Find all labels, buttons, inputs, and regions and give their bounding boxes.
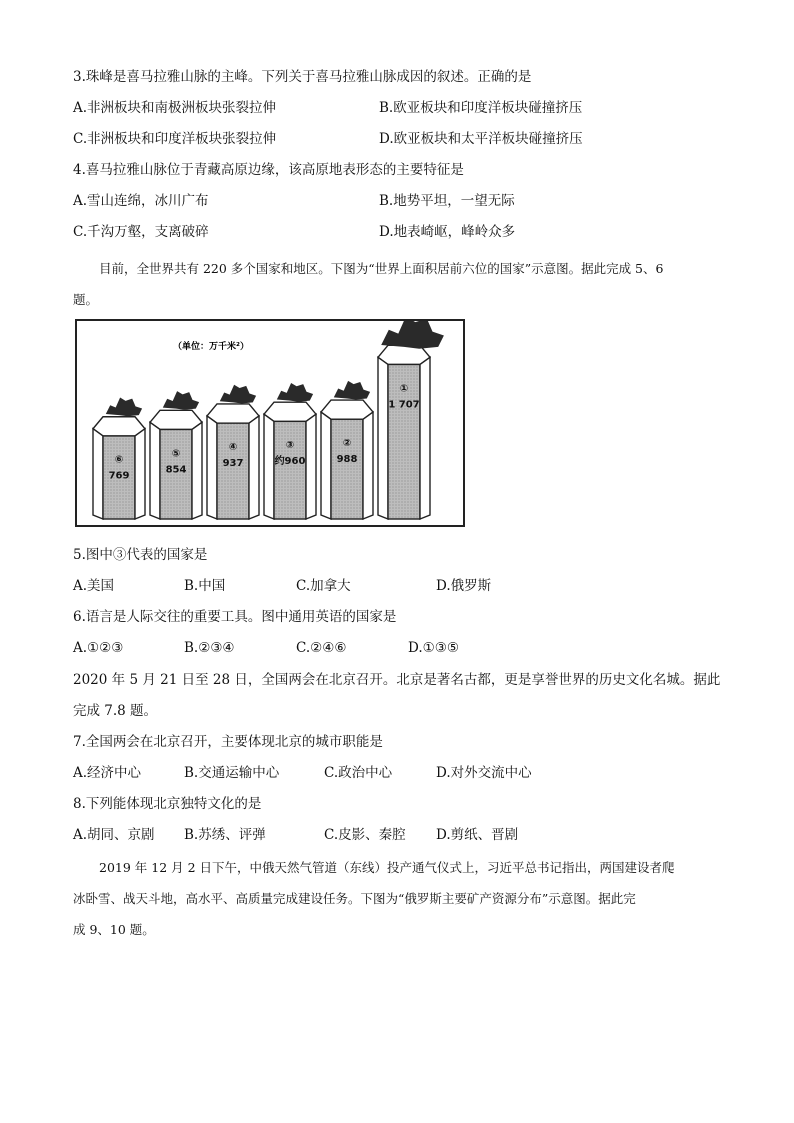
q3-option-c: C.非洲板块和印度洋板块张裂拉伸 xyxy=(73,131,277,147)
q3-option-b: B.欧亚板块和印度洋板块碰撞挤压 xyxy=(379,100,583,116)
q3-option-a: A.非洲板块和南极洲板块张裂拉伸 xyxy=(73,100,277,116)
q6-option-d: D.①③⑤ xyxy=(408,640,459,656)
q8-option-d: D.剪纸、晋剧 xyxy=(436,827,519,843)
column-top-face xyxy=(321,400,373,419)
column-marker: ⑥ xyxy=(114,454,124,466)
country-area-chart xyxy=(77,321,463,525)
column-value-label: 854 xyxy=(165,464,187,476)
q6-option-b: B.②③④ xyxy=(184,640,235,656)
country-silhouette-icon xyxy=(381,321,444,349)
q4-option-d: D.地表崎岖，峰岭众多 xyxy=(379,224,516,240)
country-silhouette-icon xyxy=(277,383,313,402)
q5-stem: 5.图中③代表的国家是 xyxy=(73,547,208,563)
column-side-face xyxy=(420,357,430,519)
q7-option-a: A.经济中心 xyxy=(73,765,142,781)
intro-7-8-line2: 完成 7.8 题。 xyxy=(73,703,158,719)
q3-stem: 3.珠峰是喜马拉雅山脉的主峰。下列关于喜马拉雅山脉成因的叙述。正确的是 xyxy=(73,69,532,85)
column-marker: ⑤ xyxy=(171,448,181,460)
q7-option-c: C.政治中心 xyxy=(324,765,393,781)
column-5 xyxy=(321,381,373,519)
country-silhouette-icon xyxy=(163,391,199,410)
column-side-face xyxy=(321,412,331,519)
q6-option-c: C.②④⑥ xyxy=(296,640,347,656)
q6-option-a: A.①②③ xyxy=(73,640,124,656)
column-side-face xyxy=(93,429,103,519)
column-value-label: 988 xyxy=(336,454,358,466)
column-3 xyxy=(207,385,259,519)
q4-option-c: C.千沟万壑，支离破碎 xyxy=(73,224,209,240)
q4-option-a: A.雪山连绵，冰川广布 xyxy=(73,193,209,209)
q5-option-c: C.加拿大 xyxy=(296,578,351,594)
q4-stem: 4.喜马拉雅山脉位于青藏高原边缘，该高原地表形态的主要特征是 xyxy=(73,162,464,178)
q5-option-b: B.中国 xyxy=(184,578,226,594)
column-bar xyxy=(274,421,306,519)
intro-9-10-line3: 成 9、10 题。 xyxy=(73,922,155,937)
country-silhouette-icon xyxy=(106,398,142,417)
column-side-face xyxy=(207,416,217,519)
q6-stem: 6.语言是人际交往的重要工具。图中通用英语的国家是 xyxy=(73,609,397,625)
column-marker: ④ xyxy=(228,441,238,453)
intro-5-6 xyxy=(73,253,733,315)
column-1 xyxy=(93,398,145,519)
column-value-label: 1 707 xyxy=(388,399,420,411)
column-bar xyxy=(331,419,363,519)
intro-5-6-line1: 目前，全世界共有 220 多个国家和地区。下图为“世界上面积居前六位的国家”示意图。据此完成 5、6 xyxy=(99,261,664,276)
intro-9-10 xyxy=(73,852,733,945)
column-2 xyxy=(150,391,202,519)
column-value-label: 937 xyxy=(222,457,244,469)
intro-7-8-line1: 2020 年 5 月 21 日至 28 日，全国两会在北京召开。北京是著名古都，更是享誉世界的历史文化名城。据此 xyxy=(73,672,721,688)
column-side-face xyxy=(264,414,274,519)
column-marker: ③ xyxy=(285,440,295,452)
column-4 xyxy=(264,383,316,519)
column-value-label: 769 xyxy=(108,470,130,482)
column-top-face xyxy=(150,410,202,429)
column-value-label: 约960 xyxy=(274,456,306,468)
q7-stem: 7.全国两会在北京召开，主要体现北京的城市职能是 xyxy=(73,734,383,750)
q7-option-d: D.对外交流中心 xyxy=(436,765,532,781)
column-side-face xyxy=(249,416,259,519)
q7-option-b: B.交通运输中心 xyxy=(184,765,280,781)
q8-option-b: B.苏绣、评弹 xyxy=(184,827,266,843)
q8-option-c: C.皮影、秦腔 xyxy=(324,827,406,843)
q8-option-a: A.胡同、京剧 xyxy=(73,827,155,843)
intro-9-10-line2: 冰卧雪、战天斗地，高水平、高质量完成建设任务。下图为“俄罗斯主要矿产资源分布”示意图。据此完 xyxy=(73,891,636,906)
column-side-face xyxy=(150,422,160,519)
column-side-face xyxy=(192,422,202,519)
column-marker: ① xyxy=(399,383,409,395)
column-top-face xyxy=(264,402,316,421)
country-silhouette-icon xyxy=(220,385,256,404)
intro-9-10-line1: 2019 年 12 月 2 日下午，中俄天然气管道（东线）投产通气仪式上，习近平总书记指出，两国建设者爬 xyxy=(99,860,675,875)
column-bar xyxy=(217,423,249,519)
column-top-face xyxy=(207,404,259,423)
q4-option-b: B.地势平坦，一望无际 xyxy=(379,193,515,209)
q5-option-a: A.美国 xyxy=(73,578,115,594)
country-silhouette-icon xyxy=(334,381,370,400)
column-side-face xyxy=(306,414,316,519)
largest-countries-figure xyxy=(75,319,465,527)
column-marker: ② xyxy=(342,438,352,450)
column-side-face xyxy=(378,357,388,519)
column-side-face xyxy=(363,412,373,519)
column-top-face xyxy=(93,417,145,436)
q5-option-d: D.俄罗斯 xyxy=(436,578,492,594)
q3-option-d: D.欧亚板块和太平洋板块碰撞挤压 xyxy=(379,131,583,147)
column-side-face xyxy=(135,429,145,519)
column-6 xyxy=(378,321,444,519)
intro-5-6-line2: 题。 xyxy=(73,292,99,307)
unit-label: （单位：万千米²） xyxy=(173,342,249,352)
q8-stem: 8.下列能体现北京独特文化的是 xyxy=(73,796,262,812)
